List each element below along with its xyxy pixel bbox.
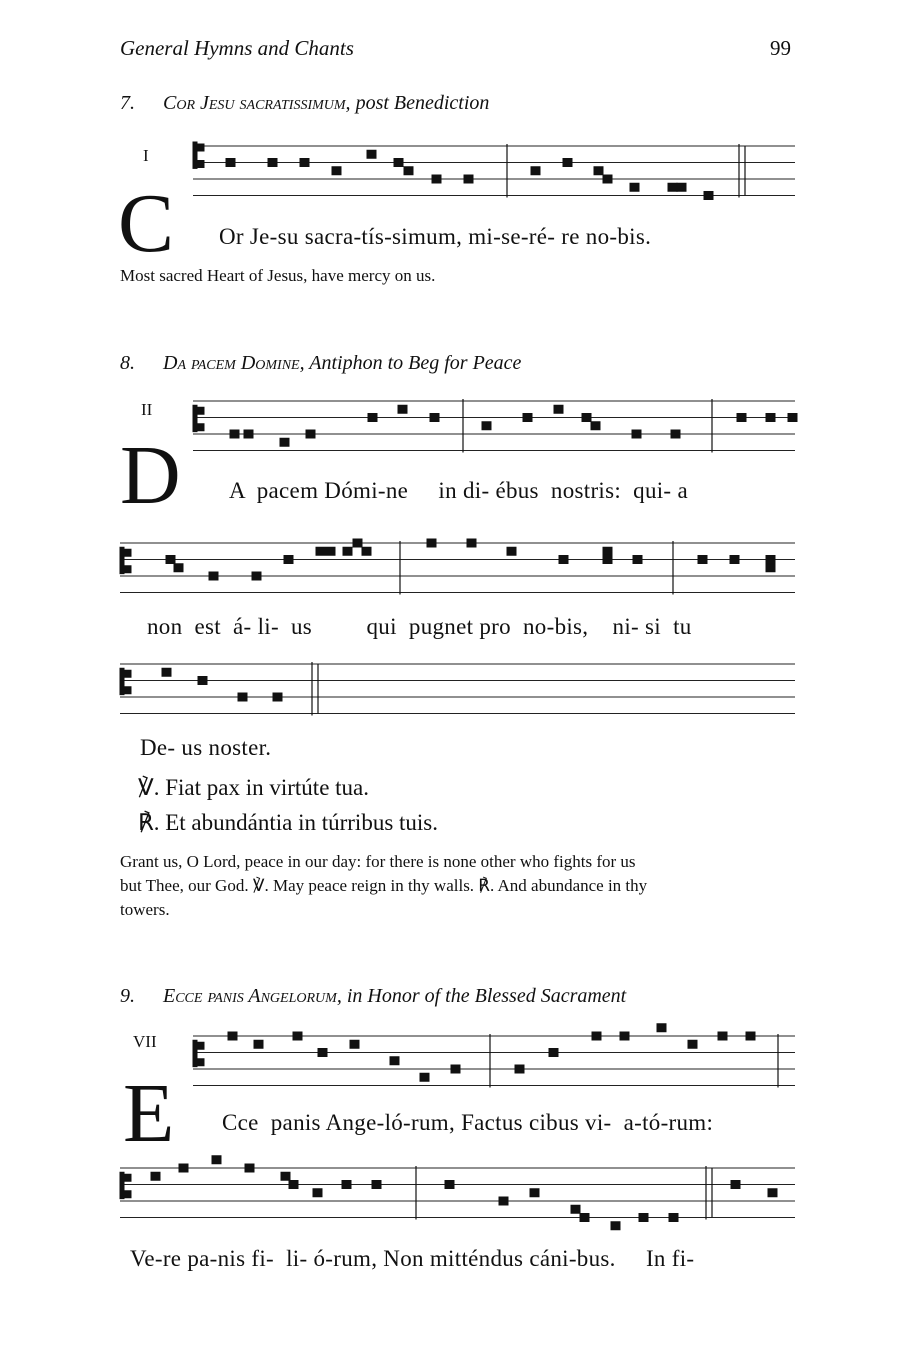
initial-letter: E [123, 1067, 175, 1160]
neume [698, 556, 707, 564]
neume [549, 1049, 558, 1057]
neume [603, 556, 612, 564]
lyric-line: non est á- li- us qui pugnet pro no-bis, ni- si tu [147, 614, 692, 639]
clef [193, 1040, 197, 1066]
neume [464, 175, 473, 183]
neume [280, 438, 289, 446]
chant-subtitle: Antiphon to Beg for Peace [309, 352, 522, 374]
clef [124, 1174, 131, 1181]
neume [668, 183, 677, 191]
neume [559, 556, 568, 564]
neume [404, 167, 413, 175]
neume [394, 159, 403, 167]
neume [523, 414, 532, 422]
clef [197, 1042, 204, 1049]
translation: Most sacred Heart of Jesus, have mercy on us. [120, 266, 436, 285]
neume [669, 1214, 678, 1222]
neume [289, 1181, 298, 1189]
clef [197, 407, 204, 414]
clef [124, 670, 131, 677]
clef [197, 161, 204, 168]
neume [226, 159, 235, 167]
neume [507, 547, 516, 555]
neume [228, 1032, 237, 1040]
chant-subtitle: post Benediction [355, 92, 490, 114]
neume [230, 430, 239, 438]
neume [515, 1065, 524, 1073]
neume [630, 183, 639, 191]
neume [768, 1189, 777, 1197]
chant-number: 8. [120, 352, 135, 374]
translation-line: but Thee, our God. ℣. May peace reign in thy walls. ℟. And abundance in thy [120, 876, 648, 895]
neume [530, 1189, 539, 1197]
neume [788, 414, 797, 422]
neume [162, 668, 171, 676]
neume [342, 1181, 351, 1189]
initial-letter: C [118, 177, 175, 270]
neume [390, 1057, 399, 1065]
neume [343, 547, 352, 555]
neume [432, 175, 441, 183]
lyric-line: Or Je-su sacra-tís-simum, mi-se-ré- re no-bis. [219, 224, 652, 249]
neume [179, 1164, 188, 1172]
neume [367, 150, 376, 158]
neume [212, 1156, 221, 1164]
clef [197, 424, 204, 431]
clef [124, 549, 131, 556]
page-number: 99 [770, 36, 791, 60]
neume [430, 414, 439, 422]
neume [254, 1040, 263, 1048]
neume [620, 1032, 629, 1040]
neume [313, 1189, 322, 1197]
chant-subtitle: in Honor of the Blessed Sacrament [346, 985, 627, 1007]
neume [499, 1197, 508, 1205]
neume [284, 556, 293, 564]
neume [198, 677, 207, 685]
lyric-line: De- us noster. [140, 735, 272, 760]
neume [353, 539, 362, 547]
clef [124, 687, 131, 694]
clef [124, 1191, 131, 1198]
neume [592, 1032, 601, 1040]
neume [580, 1214, 589, 1222]
neume [318, 1049, 327, 1057]
clef [120, 668, 124, 694]
neume [398, 405, 407, 413]
neume [554, 405, 563, 413]
clef [193, 142, 197, 168]
clef [124, 566, 131, 573]
lyric-line: A pacem Dómi-ne in di- ébus nostris: qui- a [229, 478, 688, 503]
chant-number: 9. [120, 985, 135, 1007]
clef [120, 547, 124, 573]
neume [293, 1032, 302, 1040]
neume [252, 572, 261, 580]
neume [300, 159, 309, 167]
neume [166, 556, 175, 564]
neume [603, 175, 612, 183]
neume [591, 422, 600, 430]
neume [766, 564, 775, 572]
neume [688, 1040, 697, 1048]
neume [368, 414, 377, 422]
neume [737, 414, 746, 422]
neume [326, 547, 335, 555]
neume [671, 430, 680, 438]
clef [197, 1059, 204, 1066]
neume [245, 1164, 254, 1172]
neume [632, 430, 641, 438]
neume [730, 556, 739, 564]
neume [151, 1172, 160, 1180]
neume [594, 167, 603, 175]
versicle: ℣. Fiat pax in virtúte tua. [138, 775, 369, 800]
neume [332, 167, 341, 175]
neume [704, 192, 713, 200]
neume [571, 1205, 580, 1213]
neume [244, 430, 253, 438]
neume [766, 414, 775, 422]
translation-line: towers. [120, 900, 170, 919]
clef [197, 144, 204, 151]
neume [746, 1032, 755, 1040]
neume [639, 1214, 648, 1222]
neume [350, 1040, 359, 1048]
mode-number: II [141, 400, 153, 419]
neume [316, 547, 325, 555]
neume [531, 167, 540, 175]
neume [603, 547, 612, 555]
neume [451, 1065, 460, 1073]
neume [209, 572, 218, 580]
neume [238, 693, 247, 701]
chant-number: 7. [120, 92, 135, 114]
neume [766, 556, 775, 564]
chant-title: Da pacem Domine, [163, 352, 305, 374]
neume [362, 547, 371, 555]
neume [482, 422, 491, 430]
neume [174, 564, 183, 572]
neume [427, 539, 436, 547]
clef [193, 405, 197, 431]
clef [120, 1172, 124, 1198]
lyric-line: Cce panis Ange-ló-rum, Factus cibus vi- a-tó-rum: [222, 1110, 714, 1135]
neume [306, 430, 315, 438]
neume [731, 1181, 740, 1189]
neume [718, 1032, 727, 1040]
neume [657, 1024, 666, 1032]
neume [268, 159, 277, 167]
chant-title: Ecce panis Angelorum, [163, 985, 342, 1007]
neume [563, 159, 572, 167]
lyric-line: Ve-re pa-nis fi- li- ó-rum, Non mitténdus cáni-bus. In fi- [130, 1246, 695, 1271]
neume [273, 693, 282, 701]
neume [582, 414, 591, 422]
neume [420, 1073, 429, 1081]
running-title: General Hymns and Chants [120, 36, 354, 60]
neume [372, 1181, 381, 1189]
response: ℟. Et abundántia in túrribus tuis. [138, 810, 438, 835]
neume [633, 556, 642, 564]
mode-number: VII [133, 1032, 157, 1051]
initial-letter: D [120, 429, 181, 522]
neume [445, 1181, 454, 1189]
neume [467, 539, 476, 547]
mode-number: I [143, 146, 149, 165]
neume [677, 183, 686, 191]
neume [281, 1172, 290, 1180]
translation-line: Grant us, O Lord, peace in our day: for there is none other who fights for us [120, 852, 636, 871]
neume [611, 1222, 620, 1230]
chant-title: Cor Jesu sacratissimum, [163, 92, 351, 114]
